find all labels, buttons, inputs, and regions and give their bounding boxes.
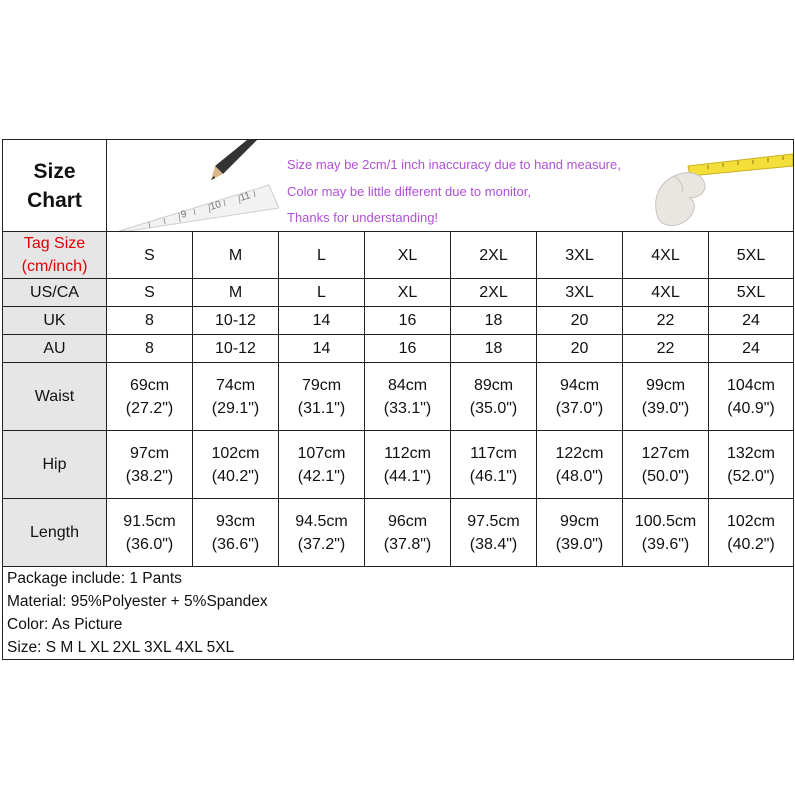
measurement-note-banner	[107, 140, 794, 232]
note-line: Thanks for understanding!	[287, 210, 439, 225]
size-cell: 24	[709, 307, 794, 335]
cm-value: 97.5cm	[467, 512, 520, 530]
measure-cell	[107, 363, 193, 431]
us-ca-label: US/CA	[3, 279, 107, 307]
measure-cell	[537, 431, 623, 499]
measure-cell	[623, 431, 709, 499]
size-chart-title	[3, 140, 107, 232]
measure-cell	[107, 431, 193, 499]
size-cell: M	[193, 279, 279, 307]
measure-cell	[279, 363, 365, 431]
info-line: Material: 95%Polyester + 5%Spandex	[7, 593, 268, 610]
cm-value: 97cm	[129, 444, 170, 462]
info-line: Package include: 1 Pants	[7, 570, 182, 587]
measure-cell	[365, 431, 451, 499]
ruler-number: 10	[208, 199, 223, 213]
measure-cell	[451, 363, 537, 431]
measuring-tape-hand-icon	[628, 140, 793, 231]
size-cell: 14	[279, 307, 365, 335]
measure-cell	[193, 363, 279, 431]
cm-value: 107cm	[297, 444, 346, 462]
cm-value: 99cm	[645, 376, 686, 394]
size-cell: 22	[623, 335, 709, 363]
size-cell: 8	[107, 335, 193, 363]
measure-cell	[451, 431, 537, 499]
cm-value: 89cm	[473, 376, 514, 394]
cm-value: 93cm	[215, 512, 256, 530]
row-label-line: (cm/inch)	[21, 258, 88, 275]
inch-value: (40.2")	[211, 467, 260, 485]
cm-value: 96cm	[387, 512, 428, 530]
inch-value: (44.1")	[383, 467, 432, 485]
measure-cell	[193, 499, 279, 567]
size-cell: 18	[451, 335, 537, 363]
inch-value: (36.6")	[211, 535, 260, 553]
size-cell: 24	[709, 335, 794, 363]
cm-value: 79cm	[301, 376, 342, 394]
measure-cell	[107, 499, 193, 567]
cm-value: 132cm	[726, 444, 776, 462]
product-info-box	[3, 567, 794, 660]
title-line: Size	[33, 159, 76, 183]
measure-cell	[279, 431, 365, 499]
measure-cell	[537, 363, 623, 431]
uk-label: UK	[3, 307, 107, 335]
cm-value: 127cm	[641, 444, 690, 462]
title-line: Chart	[27, 188, 82, 212]
size-cell: XL	[365, 279, 451, 307]
inch-value: (38.2")	[125, 467, 174, 485]
size-cell: 20	[537, 307, 623, 335]
inch-value: (40.9")	[727, 399, 775, 417]
size-cell: 4XL	[623, 279, 709, 307]
inch-value: (33.1")	[383, 399, 432, 417]
size-cell: 2XL	[451, 279, 537, 307]
inch-value: (37.0")	[555, 399, 604, 417]
ruler-number: 9	[179, 208, 189, 221]
ruler-number: 11	[238, 190, 252, 204]
waist-label: Waist	[3, 363, 107, 431]
inch-value: (27.2")	[125, 399, 174, 417]
measure-cell	[279, 499, 365, 567]
size-cell: L	[279, 232, 365, 279]
inch-value: (29.1")	[211, 399, 260, 417]
size-cell: 8	[107, 307, 193, 335]
size-cell: 16	[365, 307, 451, 335]
measure-cell	[451, 499, 537, 567]
au-label: AU	[3, 335, 107, 363]
length-label: Length	[3, 499, 107, 567]
size-cell: 3XL	[537, 232, 623, 279]
size-cell: 20	[537, 335, 623, 363]
size-cell: 10-12	[193, 307, 279, 335]
size-cell: 16	[365, 335, 451, 363]
measure-cell	[623, 363, 709, 431]
inch-value: (40.2")	[727, 535, 775, 553]
cm-value: 69cm	[129, 376, 170, 394]
inch-value: (35.0")	[469, 399, 518, 417]
pencil-ruler-icon	[119, 140, 279, 231]
measure-cell	[193, 431, 279, 499]
tag-size-label	[3, 232, 107, 279]
measure-cell	[365, 363, 451, 431]
size-cell: XL	[365, 232, 451, 279]
inch-value: (37.8")	[383, 535, 432, 553]
cm-value: 84cm	[387, 376, 428, 394]
inch-value: (46.1")	[469, 467, 518, 485]
cm-value: 104cm	[726, 376, 776, 394]
size-cell: 4XL	[623, 232, 709, 279]
size-cell: 3XL	[537, 279, 623, 307]
size-cell: 18	[451, 307, 537, 335]
inch-value: (52.0")	[727, 467, 775, 485]
size-cell: 5XL	[709, 232, 794, 279]
inch-value: (50.0")	[641, 467, 690, 485]
size-cell: 5XL	[709, 279, 794, 307]
cm-value: 100.5cm	[634, 512, 697, 530]
cm-value: 102cm	[726, 512, 776, 530]
info-line: Color: As Picture	[7, 616, 123, 633]
measure-cell	[709, 363, 794, 431]
cm-value: 112cm	[384, 444, 431, 462]
size-cell: 14	[279, 335, 365, 363]
inch-value: (37.2")	[297, 535, 346, 553]
cm-value: 99cm	[559, 512, 600, 530]
measure-cell	[709, 431, 794, 499]
cm-value: 94cm	[559, 376, 600, 394]
hip-label: Hip	[3, 431, 107, 499]
size-cell: 22	[623, 307, 709, 335]
inch-value: (31.1")	[297, 399, 346, 417]
inch-value: (39.6")	[641, 535, 690, 553]
size-chart-table	[2, 139, 794, 660]
size-cell: L	[279, 279, 365, 307]
note-line: Color may be little different due to monitor,	[287, 184, 531, 199]
cm-value: 122cm	[555, 444, 604, 462]
inch-value: (38.4")	[469, 535, 518, 553]
inch-value: (48.0")	[555, 467, 604, 485]
inch-value: (42.1")	[297, 467, 346, 485]
measure-cell	[365, 499, 451, 567]
measure-cell	[623, 499, 709, 567]
measure-cell	[537, 499, 623, 567]
size-cell: M	[193, 232, 279, 279]
inch-value: (39.0")	[555, 535, 604, 553]
cm-value: 91.5cm	[123, 512, 176, 530]
size-cell: 10-12	[193, 335, 279, 363]
info-line: Size: S M L XL 2XL 3XL 4XL 5XL	[7, 639, 235, 656]
size-cell: S	[107, 232, 193, 279]
cm-value: 102cm	[211, 444, 260, 462]
row-label-line: Tag Size	[23, 235, 86, 252]
note-line: Size may be 2cm/1 inch inaccuracy due to hand measure,	[287, 157, 621, 172]
size-cell: S	[107, 279, 193, 307]
inch-value: (39.0")	[641, 399, 690, 417]
measure-cell	[709, 499, 794, 567]
cm-value: 74cm	[215, 376, 256, 394]
size-cell: 2XL	[451, 232, 537, 279]
inch-value: (36.0")	[125, 535, 174, 553]
cm-value: 94.5cm	[295, 512, 348, 530]
cm-value: 117cm	[470, 444, 517, 462]
